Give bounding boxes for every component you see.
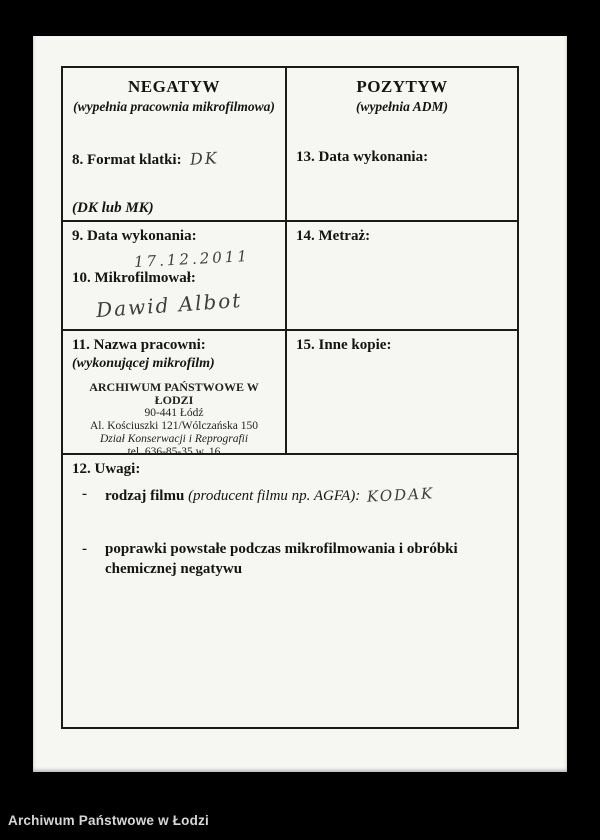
field-format-klatki-handwritten-value: DK <box>189 148 219 169</box>
stamp-archive-name: ARCHIWUM PAŃSTWOWE W ŁODZI <box>89 380 259 407</box>
archive-caption: Archiwum Państwowe w Łodzi <box>8 813 209 828</box>
negatyw-title: NEGATYW <box>128 77 220 96</box>
uwagi-item2-text: poprawki powstałe podczas mikrofilmowania i obróbki chemicznej negatywu <box>105 541 458 577</box>
field-data-wykonania-adm-label: 13. Data wykonania: <box>296 149 429 165</box>
uwagi-item-poprawki <box>72 539 497 579</box>
mikrofilmowal-signature: Dawid Albot <box>95 287 244 323</box>
stamp-department: Dział Konserwacji i Reprografii <box>99 433 249 445</box>
field-nazwa-pracowni-sublabel: (wykonującej mikrofilm) <box>72 356 215 371</box>
stamp-postal-city: 90-441 Łódź <box>144 407 204 419</box>
uwagi-item2-dash: - <box>82 541 87 557</box>
uwagi-item1-italic-text: (producent filmu np. AGFA): <box>188 488 361 504</box>
negatyw-header-cell <box>63 68 287 222</box>
field-inne-kopie-label: 15. Inne kopie: <box>296 337 392 353</box>
field-uwagi-label: 12. Uwagi: <box>72 461 141 477</box>
stamp-phone: tel. 636-85-35 w. 16 <box>127 446 221 458</box>
field-nazwa-pracowni-label: 11. Nazwa pracowni: <box>72 337 206 353</box>
pozytyw-title: POZYTYW <box>356 77 448 96</box>
field-format-klatki <box>72 149 276 169</box>
uwagi-item1-bold-text: rodzaj filmu <box>105 488 185 504</box>
scanned-form-paper <box>33 36 567 772</box>
uwagi-item1-handwritten-value: KODAK <box>366 484 435 506</box>
field-format-klatki-hint: (DK lub MK) <box>72 200 154 216</box>
pozytyw-header-cell <box>287 68 517 222</box>
field-metraz-label: 14. Metraż: <box>296 228 371 244</box>
data-mikrofilmowal-cell <box>63 222 287 331</box>
microfilm-form-table <box>61 66 519 729</box>
inne-kopie-cell <box>287 331 517 455</box>
field-data-wykonania-handwritten-value: 17.12.2011 <box>133 246 251 272</box>
uwagi-item1-dash: - <box>82 486 87 502</box>
pozytyw-subtitle: (wypełnia ADM) <box>355 99 449 114</box>
field-data-wykonania-label: 9. Data wykonania: <box>72 228 197 244</box>
archive-stamp <box>72 381 276 459</box>
metraz-cell <box>287 222 517 331</box>
stamp-street-address: Al. Kościuszki 121/Wólczańska 150 <box>90 420 258 432</box>
field-mikrofilmowal-label: 10. Mikrofilmował: <box>72 270 196 286</box>
field-format-klatki-label: 8. Format klatki: <box>72 152 182 168</box>
uwagi-cell <box>63 455 517 727</box>
nazwa-pracowni-cell <box>63 331 287 458</box>
uwagi-item-rodzaj-filmu <box>72 486 508 505</box>
negatyw-subtitle: (wypełnia pracownia mikrofilmowa) <box>73 99 275 114</box>
